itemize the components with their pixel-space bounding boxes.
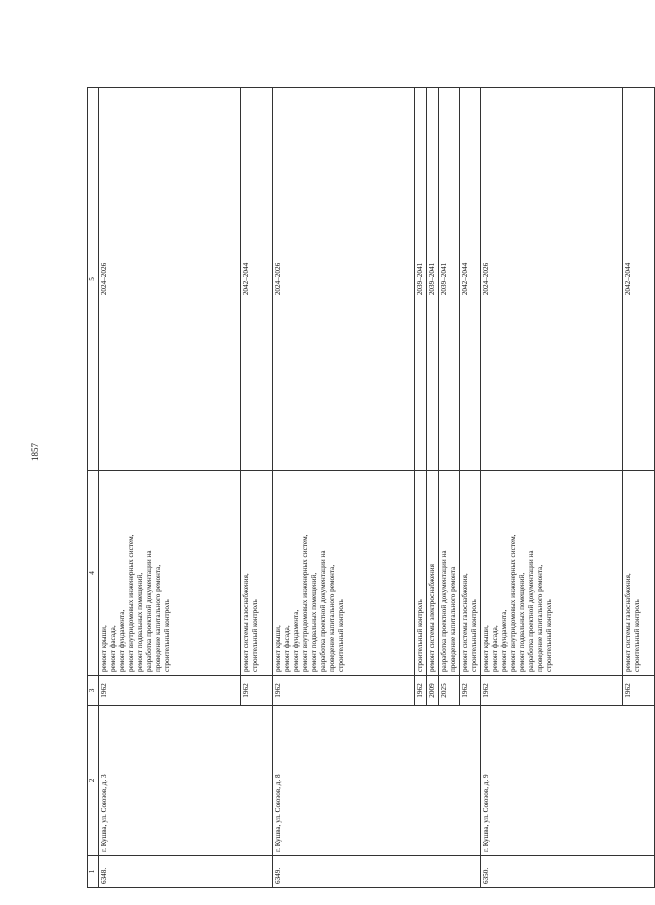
capital-repair-table [87,87,655,888]
header-cell: 2 [88,706,99,856]
period-cell: 2039–2041 [427,88,439,471]
header-cell: 5 [88,88,99,471]
header-cell: 1 [88,856,99,888]
header-cell: 3 [88,676,99,706]
table-wrapper [87,88,641,888]
row-number: 6349. [273,856,481,888]
period-cell: 2039–2041 [415,88,427,471]
page-number: 1857 [30,443,40,461]
table-row [99,88,241,888]
period-cell: 2039–2041 [439,88,460,471]
year-cell: 1962 [481,676,623,706]
works-cell: ремонт крыши, ремонт фасада, ремонт фундамента, ремонт внутридомовых инженерных систем, ремонт подвальных помещений, разработка проектной документации на проведение капитального ремонта, строительный контроль [273,471,415,676]
row-number: 6348. [99,856,273,888]
period-cell: 2042–2044 [241,88,273,471]
works-cell: ремонт системы электроснабжения [427,471,439,676]
year-cell: 1962 [99,676,241,706]
year-cell: 1962 [623,676,655,706]
works-cell: разработка проектной документации на проведение капитального ремонта [439,471,460,676]
works-cell: ремонт системы газоснабжения, строительный контроль [241,471,273,676]
works-cell: ремонт крыши, ремонт фасада, ремонт фундамента, ремонт внутридомовых инженерных систем, ремонт подвальных помещений, разработка проектной документации на проведение капитального ремонта, строительный контроль [99,471,241,676]
works-cell: ремонт системы газоснабжения, строительный контроль [623,471,655,676]
address-cell: г. Кушва, ул. Союзов, д. 8 [273,706,481,856]
works-cell: строительный контроль [415,471,427,676]
header-cell: 4 [88,471,99,676]
year-cell: 1962 [273,676,415,706]
table-body [99,88,655,888]
period-cell: 2024–2026 [99,88,241,471]
address-cell: г. Кушва, ул. Союзов, д. 3 [99,706,273,856]
year-cell: 1962 [241,676,273,706]
year-cell: 2025 [439,676,460,706]
table-row [273,88,415,888]
year-cell: 1962 [415,676,427,706]
address-cell: г. Кушва, ул. Союзов, д. 9 [481,706,655,856]
works-cell: ремонт крыши, ремонт фасада, ремонт фундамента, ремонт внутридомовых инженерных систем, ремонт подвальных помещений, разработка проектной документации на проведение капитального ремонта, строительный контроль [481,471,623,676]
year-cell: 1962 [460,676,481,706]
period-cell: 2042–2044 [460,88,481,471]
works-cell: ремонт системы газоснабжения, строительный контроль [460,471,481,676]
period-cell: 2042–2044 [623,88,655,471]
period-cell: 2024–2026 [481,88,623,471]
header-row [88,88,99,888]
period-cell: 2024–2026 [273,88,415,471]
row-number: 6350. [481,856,655,888]
year-cell: 2009 [427,676,439,706]
table-row [481,88,623,888]
